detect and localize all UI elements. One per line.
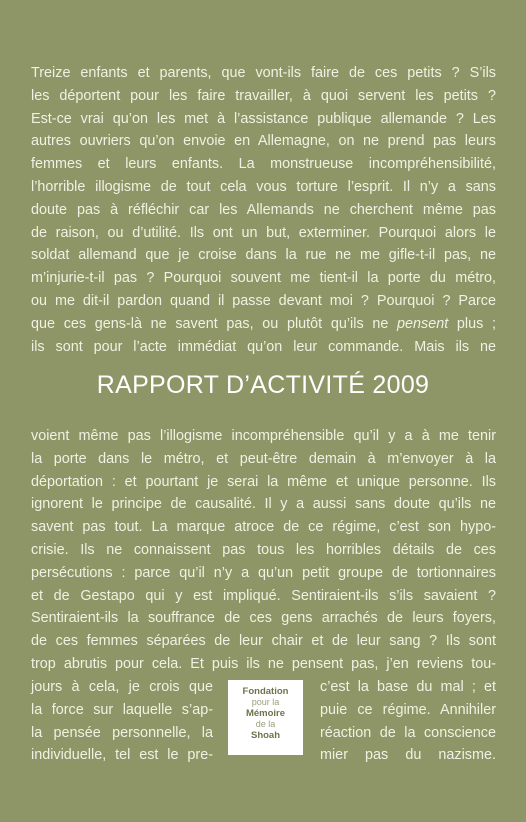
wrapped-right: puie ce régime. Annihiler — [320, 701, 496, 718]
text-segment: plus ; — [448, 315, 496, 332]
wrapped-left: jours à cela, je crois que — [31, 679, 213, 695]
logo-line: pour la — [251, 697, 280, 707]
wrapped-right: réaction de la conscience — [320, 724, 496, 741]
text-line: et de Gestapo qui y est impliqué. Sentiraient-ils s’ils savaient ? — [31, 587, 496, 604]
logo-line: de la — [255, 719, 276, 729]
text-line: Sentiraient-ils la souffrance de ces gens arrachés de leurs foyers, — [31, 610, 496, 627]
text-line: m’injurie-t-il pas ? Pourquoi souvent me tient-il la porte du métro, — [31, 270, 496, 287]
text-line: savent pas tout. La marque atroce de ce régime, c’est son hypo- — [31, 519, 496, 536]
text-line: Est-ce vrai qu’on les met à l’assistance publique allemande ? Les — [31, 110, 496, 127]
logo-line: Fondation — [242, 686, 289, 697]
wrapped-left: la force sur laquelle s’ap- — [31, 701, 213, 718]
text-line — [31, 313, 496, 336]
text-line: ignorent le principe de causalité. Il y a aussi sans doute qu’ils ne — [31, 496, 496, 513]
text-line: ils sont pour l’acte immédiat qu’on leur commande. Mais ils ne — [31, 338, 496, 355]
text-line: persécutions : parce qu’il n’y a qu’un petit groupe de tortionnaires — [31, 564, 496, 581]
text-line: la porte dans le métro, et peut-être demain à m’envoyer à la — [31, 450, 496, 467]
text-line: déportation : et pourtant je serai la même et unique personne. Ils — [31, 473, 496, 490]
text-line: doute pas à réfléchir car les Allemands ne cherchent même pas — [31, 201, 496, 218]
text-line: trop abrutis pour cela. Et puis ils ne pensent pas, j’en reviens tou- — [31, 655, 496, 672]
text-line: de raison, ou d’utilité. Ils ont un but, exterminer. Pourquoi alors le — [31, 224, 496, 241]
text-line: soldat allemand que je croise dans la rue ne me gifle-t-il pas, ne — [31, 247, 496, 264]
text-line: les déportent pour les faire travailler, à quoi servent les petits ? — [31, 87, 496, 104]
foundation-logo — [228, 680, 303, 755]
logo-line: Shoah — [250, 730, 281, 741]
text-line: voient même pas l’illogisme incompréhensible qu’il y a à me tenir — [31, 428, 496, 444]
text-line: crisie. Ils ne connaissent pas tous les horribles détails de ces — [31, 541, 496, 558]
text-line: autres ouvriers qu’on envoie en Allemagne, on ne prend pas leurs — [31, 133, 496, 150]
text-line: de ces femmes séparées de leur chair et de leur sang ? Ils sont — [31, 633, 496, 650]
text-segment: que ces gens-là ne savent pas, ou plutôt qu’ils ne — [31, 315, 398, 332]
italic-word: pensent — [397, 315, 449, 332]
text-line: Treize enfants et parents, que vont-ils faire de ces petits ? S’ils — [31, 65, 496, 81]
wrapped-left: individuelle, tel est le pre- — [31, 747, 213, 764]
text-line: l’horrible illogisme de tout cela vous torture l’esprit. Il n’y a sans — [31, 178, 496, 195]
report-title: RAPPORT D’ACTIVITÉ 2009 — [96, 371, 430, 399]
text-line: femmes et leurs enfants. La monstrueuse incompréhensibilité, — [31, 156, 496, 173]
text-line: ou me dit-il pardon quand il passe devant moi ? Pourquoi ? Parce — [31, 292, 496, 309]
paragraph-bottom — [31, 425, 496, 676]
wrapped-right: c’est la base du mal ; et — [320, 679, 496, 695]
wrapped-right: mier pas du nazisme. — [320, 747, 496, 764]
paragraph-top — [31, 62, 496, 358]
wrapped-left: la pensée personnelle, la — [31, 724, 213, 741]
logo-line: Mémoire — [245, 708, 286, 719]
